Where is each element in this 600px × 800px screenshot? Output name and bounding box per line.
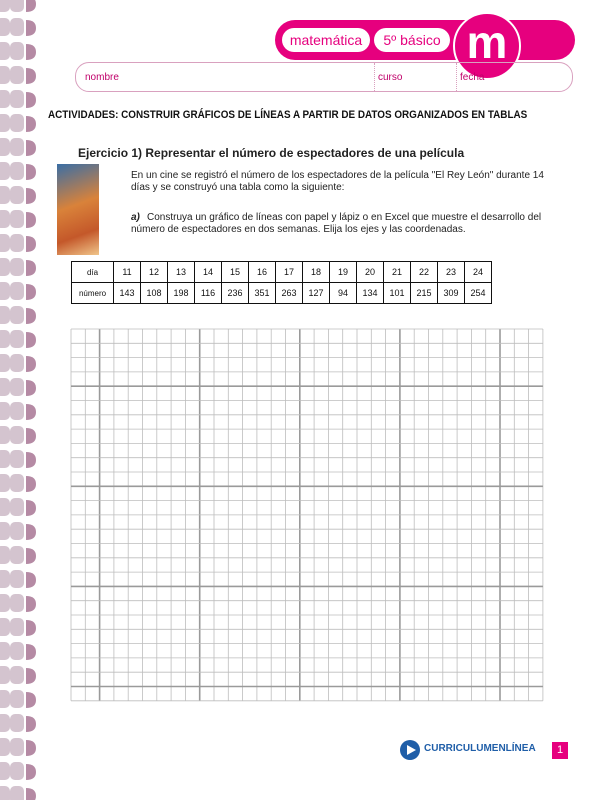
- day-cell: 11: [114, 262, 141, 283]
- value-cell: 215: [411, 283, 438, 304]
- value-cell: 263: [276, 283, 303, 304]
- day-cell: 14: [195, 262, 222, 283]
- value-cell: 101: [384, 283, 411, 304]
- day-cell: 15: [222, 262, 249, 283]
- name-label: nombre: [85, 72, 119, 83]
- item-text: Construya un gráfico de líneas con papel y lápiz o en Excel que muestre el desarrollo del número de espectadores en dos semanas. Elija los ejes y las coordenadas.: [131, 212, 542, 235]
- page-title: ACTIVIDADES: CONSTRUIR GRÁFICOS DE LÍNEAS A PARTIR DE DATOS ORGANIZADOS EN TABLAS: [48, 109, 528, 121]
- subject-label: matemática: [282, 28, 370, 52]
- day-cell: 12: [141, 262, 168, 283]
- value-cell: 309: [438, 283, 465, 304]
- value-cell: 134: [357, 283, 384, 304]
- day-cell: 18: [303, 262, 330, 283]
- brand-name: CURRICULUMENLÍNEA: [424, 743, 536, 754]
- date-label: fecha: [460, 72, 485, 83]
- exercise-intro: En un cine se registró el número de los espectadores de la película "El Rey León" durante 14 días y se construyó una tabla como la siguiente:: [131, 170, 544, 193]
- curriculum-logo-icon: [400, 740, 420, 760]
- value-cell: 143: [114, 283, 141, 304]
- item-letter: a): [131, 212, 140, 223]
- day-cell: 17: [276, 262, 303, 283]
- value-cell: 116: [195, 283, 222, 304]
- day-cell: 13: [168, 262, 195, 283]
- row-label-number: número: [72, 283, 114, 304]
- value-cell: 108: [141, 283, 168, 304]
- value-cell: 198: [168, 283, 195, 304]
- subject-logo: m: [453, 12, 521, 80]
- day-cell: 19: [330, 262, 357, 283]
- page-number: 1: [552, 742, 568, 759]
- day-cell: 24: [465, 262, 492, 283]
- value-cell: 236: [222, 283, 249, 304]
- day-cell: 20: [357, 262, 384, 283]
- value-cell: 351: [249, 283, 276, 304]
- grade-label: 5º básico: [374, 28, 450, 52]
- day-cell: 16: [249, 262, 276, 283]
- value-cell: 94: [330, 283, 357, 304]
- course-label: curso: [378, 72, 403, 83]
- value-cell: 127: [303, 283, 330, 304]
- value-cell: 254: [465, 283, 492, 304]
- day-cell: 23: [438, 262, 465, 283]
- exercise-heading: Ejercicio 1) Representar el número de espectadores de una película: [78, 146, 465, 160]
- day-cell: 21: [384, 262, 411, 283]
- day-cell: 22: [411, 262, 438, 283]
- row-label-day: día: [72, 262, 114, 283]
